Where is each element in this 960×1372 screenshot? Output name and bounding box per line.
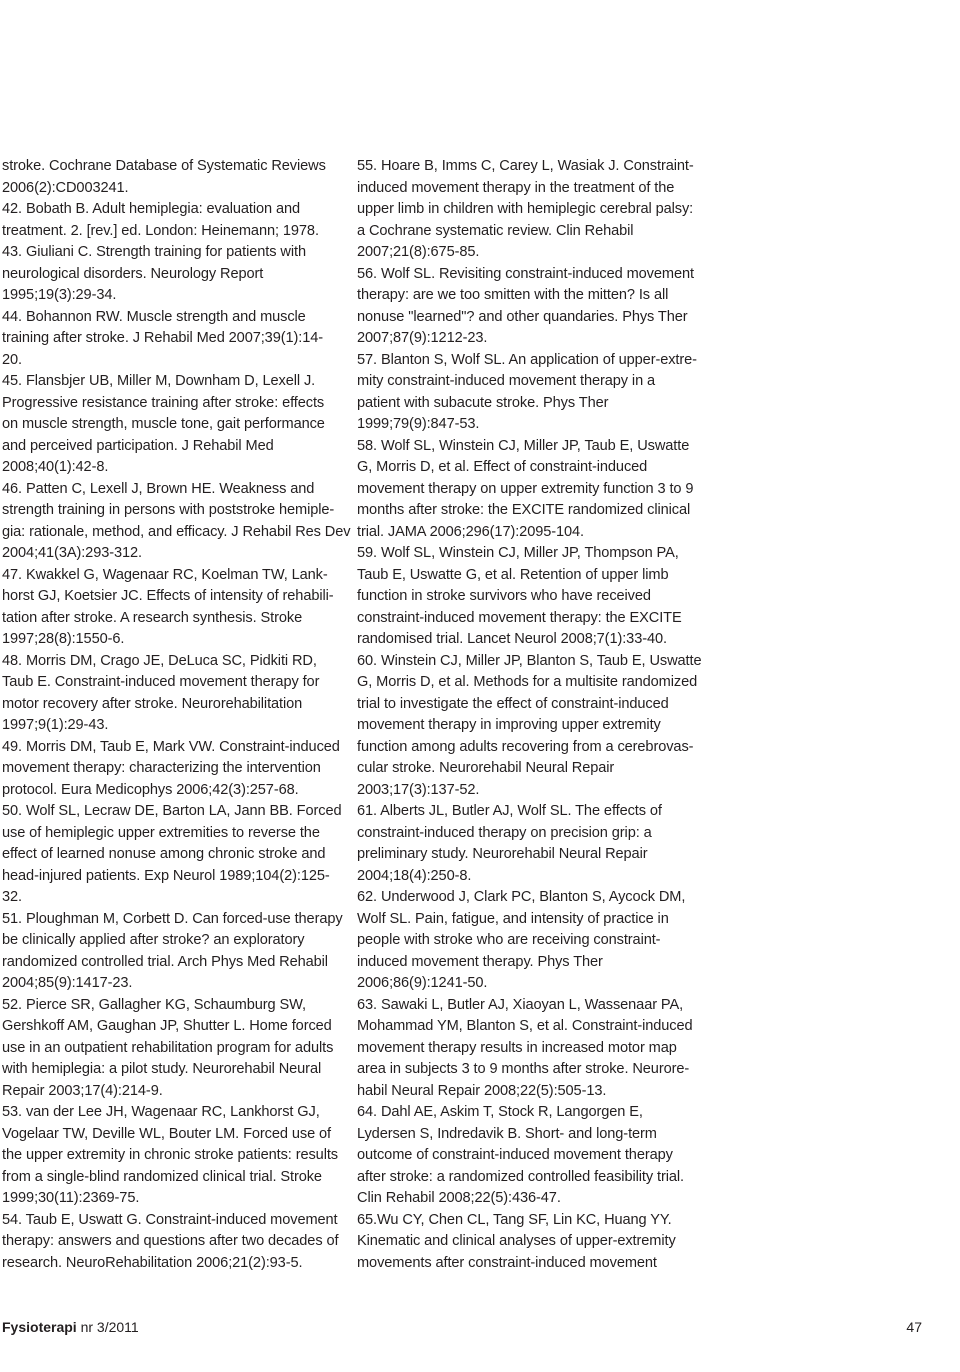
reference-line: from a single-blind randomized clinical trial. Stroke [2, 1168, 322, 1185]
reference-line: 62. Underwood J, Clark PC, Blanton S, Aycock DM, [357, 889, 686, 905]
reference-line: Taub E, Uswatte G, et al. Retention of upper limb [357, 566, 669, 583]
reference-line: Progressive resistance training after stroke: effects [2, 394, 325, 411]
reference-line: upper limb in children with hemiplegic cerebral palsy: [357, 201, 694, 217]
reference-line: area in subjects 3 to 9 months after stroke. Neurore- [357, 1061, 690, 1077]
reference-line: motor recovery after stroke. Neurorehabilitation [2, 695, 303, 712]
reference-line: habil Neural Repair 2008;22(5):505-13. [357, 1082, 607, 1099]
reference-line: mity constraint-induced movement therapy in a [357, 373, 656, 389]
reference-line: training after stroke. J Rehabil Med 2007;39(1):14- [2, 330, 324, 346]
journal-name: Fysioterapi [2, 1319, 77, 1335]
reference-line: movement therapy: characterizing the intervention [2, 760, 321, 776]
reference-line: trial to investigate the effect of constraint-induced [357, 695, 669, 712]
references-right-column [357, 156, 702, 1274]
footer-journal-info [2, 1318, 139, 1336]
reference-line: neurological disorders. Neurology Report [2, 265, 264, 282]
reference-line: treatment. 2. [rev.] ed. London: Heinemann; 1978. [2, 222, 319, 239]
reference-line: induced movement therapy in the treatment of the [357, 179, 675, 196]
reference-line: 48. Morris DM, Crago JE, DeLuca SC, Pidkiti RD, [2, 652, 317, 669]
reference-line: 50. Wolf SL, Lecraw DE, Barton LA, Jann BB. Forced [2, 803, 342, 819]
reference-line: nonuse "learned"? and other quandaries. Phys Ther [357, 308, 688, 325]
reference-line: function among adults recovering from a cerebrovas- [357, 738, 694, 755]
reference-line: movement therapy in improving upper extremity [357, 717, 661, 733]
reference-line: 49. Morris DM, Taub E, Mark VW. Constraint-induced [2, 738, 340, 755]
reference-line: movement therapy results in increased motor map [357, 1039, 677, 1056]
reference-line: 1999;30(11):2369-75. [2, 1190, 140, 1206]
issue-number: nr 3/2011 [80, 1319, 139, 1335]
reference-line: therapy: are we too smitten with the mitten? Is all [357, 287, 669, 303]
reference-line: induced movement therapy. Phys Ther [357, 953, 603, 970]
reference-line: movements after constraint-induced movement [357, 1254, 657, 1271]
reference-line: 2008;40(1):42-8. [2, 459, 109, 475]
reference-line: 32. [2, 889, 22, 905]
reference-line: a Cochrane systematic review. Clin Rehabil [357, 222, 634, 239]
reference-line: stroke. Cochrane Database of Systematic Reviews [2, 158, 326, 174]
reference-line: use of hemiplegic upper extremities to reverse the [2, 824, 320, 841]
reference-line: the upper extremity in chronic stroke patients: results [2, 1147, 338, 1163]
reference-line: 58. Wolf SL, Winstein CJ, Miller JP, Taub E, Uswatte [357, 437, 690, 454]
reference-line: 42. Bobath B. Adult hemiplegia: evaluation and [2, 201, 301, 217]
reference-line: people with stroke who are receiving constraint- [357, 932, 661, 948]
reference-line: patient with subacute stroke. Phys Ther [357, 394, 609, 411]
reference-line: horst GJ, Koetsier JC. Effects of intensity of rehabili- [2, 588, 334, 604]
reference-line: constraint-induced movement therapy: the EXCITE [357, 609, 682, 626]
reference-line: randomized controlled trial. Arch Phys Med Rehabil [2, 953, 328, 970]
reference-line: 2003;17(3):137-52. [357, 781, 480, 798]
reference-line: 54. Taub E, Uswatt G. Constraint-induced movement [2, 1211, 338, 1228]
reference-line: 44. Bohannon RW. Muscle strength and muscle [2, 308, 306, 325]
reference-line: 45. Flansbjer UB, Miller M, Downham D, Lexell J. [2, 373, 316, 389]
reference-line: 55. Hoare B, Imms C, Carey L, Wasiak J. Constraint- [357, 158, 694, 174]
reference-line: Kinematic and clinical analyses of upper-extremity [357, 1233, 676, 1249]
reference-line: Mohammad YM, Blanton S, et al. Constraint-induced [357, 1018, 693, 1034]
reference-line: 51. Ploughman M, Corbett D. Can forced-use therapy [2, 910, 343, 927]
reference-line: 2007;21(8):675-85. [357, 244, 480, 260]
reference-line: and perceived participation. J Rehabil Med [2, 437, 274, 454]
reference-line: 63. Sawaki L, Butler AJ, Xiaoyan L, Wassenaar PA, [357, 996, 684, 1013]
reference-line: gia: rationale, method, and efficacy. J Rehabil Res Dev [2, 523, 351, 540]
reference-line: use in an outpatient rehabilitation program for adults [2, 1039, 334, 1056]
reference-line: 43. Giuliani C. Strength training for patients with [2, 244, 306, 260]
reference-line: function in stroke survivors who have received [357, 588, 651, 604]
reference-line: Vogelaar TW, Deville WL, Bouter LM. Forced use of [2, 1125, 332, 1142]
reference-line: 59. Wolf SL, Winstein CJ, Miller JP, Thompson PA, [357, 545, 679, 561]
reference-line: 46. Patten C, Lexell J, Brown HE. Weakness and [2, 480, 315, 497]
reference-line: 53. van der Lee JH, Wagenaar RC, Lankhorst GJ, [2, 1104, 320, 1120]
reference-line: 64. Dahl AE, Askim T, Stock R, Langorgen E, [357, 1104, 643, 1120]
reference-line: head-injured patients. Exp Neurol 1989;104(2):125- [2, 867, 330, 884]
reference-line: movement therapy on upper extremity function 3 to 9 [357, 480, 694, 497]
reference-line: 60. Winstein CJ, Miller JP, Blanton S, Taub E, Uswatte [357, 652, 702, 669]
reference-line: Taub E. Constraint-induced movement therapy for [2, 674, 320, 690]
reference-line: G, Morris D, et al. Effect of constraint-induced [357, 459, 648, 475]
reference-line: 2004;18(4):250-8. [357, 867, 472, 884]
reference-line: strength training in persons with poststroke hemiple- [2, 502, 335, 518]
reference-line: 57. Blanton S, Wolf SL. An application of upper-extre- [357, 351, 697, 368]
reference-line: 2004;41(3A):293-312. [2, 545, 142, 561]
reference-line: 61. Alberts JL, Butler AJ, Wolf SL. The effects of [357, 803, 662, 819]
reference-line: Repair 2003;17(4):214-9. [2, 1082, 163, 1099]
reference-line: therapy: answers and questions after two decades of [2, 1233, 339, 1249]
reference-line: 1999;79(9):847-53. [357, 416, 480, 432]
reference-line: Lydersen S, Indredavik B. Short- and long-term [357, 1125, 657, 1142]
reference-line: 1997;28(8):1550-6. [2, 631, 125, 647]
reference-line: preliminary study. Neurorehabil Neural Repair [357, 846, 648, 862]
reference-line: protocol. Eura Medicophys 2006;42(3):257-68. [2, 781, 299, 798]
reference-line: 52. Pierce SR, Gallagher KG, Schaumburg SW, [2, 996, 306, 1013]
reference-line: 2004;85(9):1417-23. [2, 975, 133, 991]
reference-line: Clin Rehabil 2008;22(5):436-47. [357, 1190, 561, 1206]
reference-line: G, Morris D, et al. Methods for a multisite randomized [357, 674, 698, 690]
page-number: 47 [906, 1319, 922, 1335]
reference-line: on muscle strength, muscle tone, gait performance [2, 416, 325, 432]
reference-line: 1997;9(1):29-43. [2, 717, 109, 733]
reference-line: 1995;19(3):29-34. [2, 287, 117, 303]
reference-line: 2006(2):CD003241. [2, 179, 129, 196]
reference-line: tation after stroke. A research synthesis. Stroke [2, 609, 303, 626]
reference-line: trial. JAMA 2006;296(17):2095-104. [357, 523, 585, 540]
reference-line: outcome of constraint-induced movement therapy [357, 1147, 673, 1163]
reference-line: after stroke: a randomized controlled feasibility trial. [357, 1168, 684, 1185]
reference-line: Wolf SL. Pain, fatigue, and intensity of practice in [357, 910, 669, 927]
references-left-column [2, 156, 351, 1274]
reference-line: research. NeuroRehabilitation 2006;21(2):93-5. [2, 1254, 303, 1271]
reference-line: randomised trial. Lancet Neurol 2008;7(1):33-40. [357, 631, 667, 647]
reference-line: be clinically applied after stroke? an exploratory [2, 932, 305, 948]
reference-line: 65.Wu CY, Chen CL, Tang SF, Lin KC, Huang YY. [357, 1211, 672, 1228]
reference-line: Gershkoff AM, Gaughan JP, Shutter L. Home forced [2, 1018, 332, 1034]
reference-line: 20. [2, 351, 22, 368]
reference-line: 56. Wolf SL. Revisiting constraint-induced movement [357, 265, 694, 282]
reference-line: cular stroke. Neurorehabil Neural Repair [357, 760, 615, 776]
reference-line: constraint-induced therapy on precision grip: a [357, 824, 652, 841]
reference-line: 2007;87(9):1212-23. [357, 330, 488, 346]
reference-line: with hemiplegia: a pilot study. Neurorehabil Neural [2, 1061, 322, 1077]
reference-line: 47. Kwakkel G, Wagenaar RC, Koelman TW, Lank- [2, 566, 328, 583]
reference-line: months after stroke: the EXCITE randomized clinical [357, 502, 691, 518]
reference-line: 2006;86(9):1241-50. [357, 975, 488, 991]
reference-line: effect of learned nonuse among chronic stroke and [2, 846, 326, 862]
